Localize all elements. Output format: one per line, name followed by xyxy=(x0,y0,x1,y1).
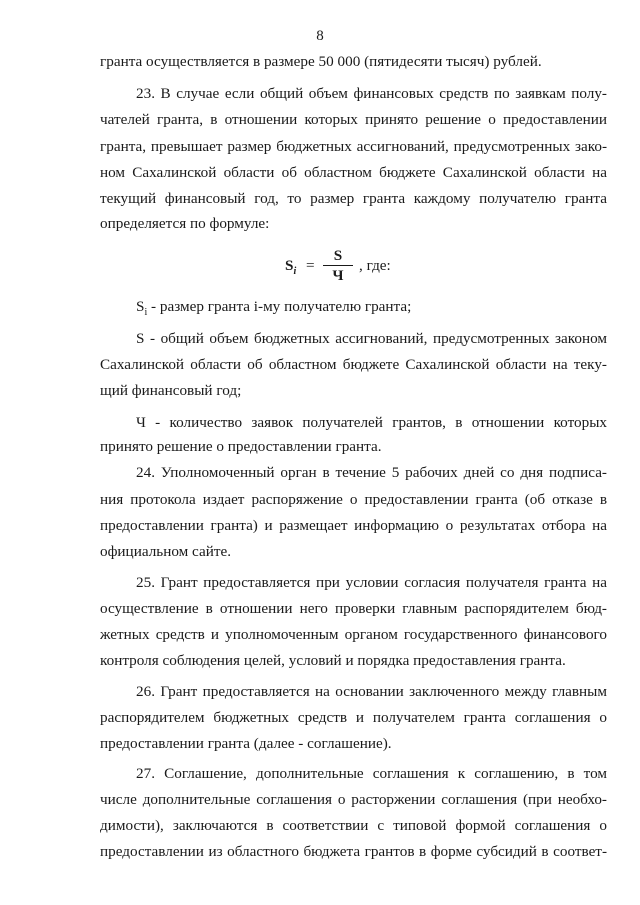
text-line: жетных средств и уполномоченным органом государственного финансового xyxy=(100,626,607,643)
formula-denominator: Ч xyxy=(332,267,344,284)
text-line: принято решение о предоставлении гранта. xyxy=(100,438,382,455)
text-line: 27. Соглашение, дополнительные соглашения к соглашению, в том xyxy=(136,765,607,782)
text-line: Ч - количество заявок получателей грантов, в отношении которых xyxy=(136,414,607,431)
text-line: S - общий объем бюджетных ассигнований, предусмотренных законом xyxy=(136,330,607,347)
grant-formula xyxy=(285,247,415,283)
formula-fraction xyxy=(323,247,353,284)
text-line: распорядителем бюджетных средств и получателем гранта соглашения о xyxy=(100,709,607,726)
text-line: щий финансовый год; xyxy=(100,382,242,399)
text-line: ния протокола издает распоряжение о предоставлении гранта (об отказе в xyxy=(100,491,607,508)
text-line: гранта осуществляется в размере 50 000 (пятидесяти тысяч) рублей. xyxy=(100,53,542,70)
text-line: димости), заключаются в соответствии с типовой формой соглашения о xyxy=(100,817,607,834)
text-line: текущий финансовый год, то размер гранта каждому получателю гранта xyxy=(100,190,607,207)
text-line: Сахалинской области об областном бюджете Сахалинской области на теку- xyxy=(100,356,607,373)
text-line: ном Сахалинской области об областном бюджете Сахалинской области на xyxy=(100,164,607,181)
formula-tail: , где: xyxy=(359,257,391,274)
definition-si: $S_i$ - размер гранта i-му получателю гранта; xyxy=(136,298,412,317)
text-line: числе дополнительные соглашения о расторжении соглашения (при необхо- xyxy=(100,791,607,808)
text-line: 24. Уполномоченный орган в течение 5 рабочих дней со дня подписа- xyxy=(136,464,607,481)
fraction-bar xyxy=(323,265,353,266)
text-line: 25. Грант предоставляется при условии согласия получателя гранта на xyxy=(136,574,607,591)
text-line: официальном сайте. xyxy=(100,543,232,560)
formula-equals: = xyxy=(306,257,315,274)
text-line: предоставлении из областного бюджета грантов в форме субсидий в соответ- xyxy=(100,843,607,860)
text-line: осуществление в отношении него проверки главным распорядителем бюд- xyxy=(100,600,607,617)
text-line: определяется по формуле: xyxy=(100,215,270,232)
text-line: чателей гранта, в отношении которых принято решение о предоставлении xyxy=(100,111,607,128)
formula-numerator: S xyxy=(333,247,343,264)
page-number: 8 xyxy=(316,28,324,44)
text-line: контроля соблюдения целей, условий и порядка предоставления гранта. xyxy=(100,652,566,669)
text-line: предоставлении гранта (далее - соглашение). xyxy=(100,735,392,752)
text-line: предоставлении гранта) и размещает информацию о результатах отбора на xyxy=(100,517,607,534)
text-line: 23. В случае если общий объем финансовых средств по заявкам полу- xyxy=(136,85,607,102)
formula-lhs: $S_i$ xyxy=(285,257,297,278)
text-line: 26. Грант предоставляется на основании заключенного между главным xyxy=(136,683,607,700)
text-line: гранта, превышает размер бюджетных ассигнований, предусмотренных зако- xyxy=(100,138,607,155)
